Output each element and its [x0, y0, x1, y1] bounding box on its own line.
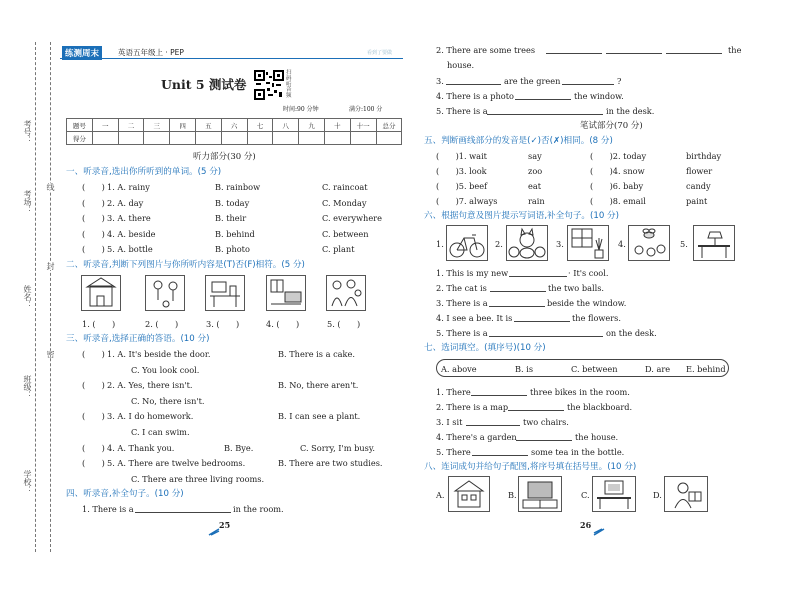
score-cell[interactable] [376, 132, 402, 145]
s7-q4-start: 4. There's a garden [436, 432, 517, 442]
s6-q5-blank[interactable] [489, 329, 603, 337]
option-a: 4. A. Thank you. [107, 443, 175, 453]
answer-paren[interactable]: ( ) [82, 182, 105, 192]
binding-line [35, 42, 36, 552]
s7-q2-end: the blackboard. [567, 402, 633, 412]
score-head: 十一 [350, 119, 376, 132]
option-a: 5. A. There are twelve bedrooms. [107, 458, 246, 468]
section-4-title: 四、听录音,补全句子。(10 分) [66, 489, 184, 499]
score-head: 九 [299, 119, 325, 132]
s6-q3-blank[interactable] [489, 299, 545, 307]
word-option: D. are [645, 364, 671, 374]
qr-caption: 扫码听音频 [286, 70, 292, 100]
s6-q2-start: 2. The cat is [436, 283, 487, 293]
s5-item[interactable]: ( )8. email [590, 196, 646, 206]
answer-paren[interactable]: ( ) [82, 380, 105, 390]
picture-4-room-icon [266, 275, 306, 311]
s7-q1-blank[interactable] [471, 388, 527, 396]
option-c: C. I can swim. [131, 427, 190, 437]
score-head: 十 [324, 119, 350, 132]
section-7-title: 七、选词填空。(填序号)(10 分) [424, 343, 546, 353]
option-a: 1. A. It's beside the door. [107, 349, 211, 359]
s5-compare-word: say [528, 151, 542, 161]
garden-house-icon [448, 476, 490, 512]
score-cell[interactable] [324, 132, 350, 145]
score-head: 八 [273, 119, 299, 132]
s6-pic-label: 3. [556, 239, 564, 249]
s5-item[interactable]: ( )5. beef [436, 181, 488, 191]
s5-compare-word: candy [686, 181, 711, 191]
s6-q4-end: the flowers. [572, 313, 621, 323]
plant-window-icon [567, 225, 609, 261]
header-bar [60, 47, 403, 59]
s8-label-a: A. [436, 490, 445, 500]
side-class: 班级： [23, 375, 32, 399]
score-cell[interactable] [92, 132, 118, 145]
answer-paren[interactable]: ( ) [82, 244, 105, 254]
s4-q3-mid: are the green [504, 76, 561, 86]
score-head: 七 [247, 119, 273, 132]
option-c: C. everywhere [322, 213, 382, 223]
option-b: B. I can see a plant. [278, 411, 361, 421]
computer-desk-icon [592, 476, 636, 512]
option-a: 2. A. Yes, there isn't. [107, 380, 193, 390]
tf-answer-3[interactable]: 3. ( ) [206, 319, 240, 329]
brand-right-note: 看到了要做 [367, 50, 393, 56]
side-school: 学校： [23, 470, 32, 494]
s5-compare-word: flower [686, 166, 713, 176]
page-leaf-icon-right [593, 521, 605, 529]
fold-mark-secret: 密 [46, 350, 55, 358]
score-head-total: 总分 [376, 119, 402, 132]
s4-q2-blank-2[interactable] [606, 46, 662, 54]
section-2-title: 二、听录音,判断下列图片与你所听内容是(T)否(F)相符。(5 分) [66, 260, 305, 270]
section-8-title: 八、连词成句并给句子配图,将序号填在括号里。(10 分) [424, 462, 637, 472]
s4-q1-blank[interactable] [135, 505, 231, 513]
s4-q4-start: 4. There is a photo [436, 91, 514, 101]
s4-q1-end: in the room. [233, 504, 284, 514]
s4-q5-blank[interactable] [487, 107, 603, 115]
s4-q2-house: house. [447, 60, 475, 70]
cat-balls-icon [506, 225, 548, 261]
score-cell[interactable] [221, 132, 247, 145]
s5-compare-word: birthday [686, 151, 722, 161]
s7-q2-start: 2. There is a map [436, 402, 509, 412]
s6-pic-label: 1. [436, 239, 444, 249]
score-cell[interactable] [170, 132, 196, 145]
s4-q2-blank-3[interactable] [666, 46, 722, 54]
s5-compare-word: zoo [528, 166, 543, 176]
fold-mark-line: 线 [46, 183, 55, 191]
s5-compare-word: rain [528, 196, 545, 206]
option-c: C. There are three living rooms. [131, 474, 265, 484]
section-3-title: 三、听录音,选择正确的答语。(10 分) [66, 334, 210, 344]
option-c: C. plant [322, 244, 355, 254]
option-a: 5. A. bottle [107, 244, 153, 254]
lamp-desk-icon [693, 225, 735, 261]
option-c: C. between [322, 229, 369, 239]
section-6-title: 六、根据句意及图片提示写词语,补全句子。(10 分) [424, 211, 619, 221]
s6-pic-label: 2. [495, 239, 503, 249]
s4-q1-start: 1. There is a [82, 504, 134, 514]
score-head: 四 [170, 119, 196, 132]
s6-pic-label: 4. [618, 239, 626, 249]
s7-q1-end: three bikes in the room. [530, 387, 630, 397]
s7-q5-end: some tea in the bottle. [531, 447, 625, 457]
option-a: 2. A. day [107, 198, 144, 208]
score-head: 五 [195, 119, 221, 132]
page-number-left: 25 [219, 520, 231, 530]
answer-paren[interactable]: ( ) [82, 229, 105, 239]
tv-cabinet-icon [518, 476, 562, 512]
option-b: B. There is a cake. [278, 349, 355, 359]
score-head-label: 题号 [67, 119, 93, 132]
option-c: C. Sorry, I'm busy. [300, 443, 375, 453]
option-c: C. raincoat [322, 182, 368, 192]
s5-item[interactable]: ( )4. snow [590, 166, 645, 176]
option-b: B. photo [215, 244, 250, 254]
s7-q5-start: 5. There [436, 447, 471, 457]
tf-answer-1[interactable]: 1. ( ) [82, 319, 116, 329]
listening-heading: 听力部分(30 分) [193, 152, 256, 162]
s8-label-c: C. [581, 490, 590, 500]
s8-label-d: D. [653, 490, 662, 500]
s4-q2-start: 2. There are some trees [436, 45, 536, 55]
score-head: 一 [92, 119, 118, 132]
s4-q3-blank-1[interactable] [446, 77, 501, 85]
s4-q3-end: ? [617, 76, 622, 86]
picture-3-desk-icon [205, 275, 245, 311]
page-number-right: 26 [580, 520, 592, 530]
section-5-title: 五、判断画线部分的发音是(✓)否(✗)相同。(8 分) [424, 136, 613, 146]
boy-reading-icon [664, 476, 708, 512]
s5-item[interactable]: ( )3. look [436, 166, 487, 176]
score-cell[interactable] [195, 132, 221, 145]
option-a: 3. A. there [107, 213, 151, 223]
s5-item[interactable]: ( )2. today [590, 151, 647, 161]
brand-logo: 练测周末 [62, 46, 102, 60]
brand-subtitle: 英语五年级上 · PEP [118, 48, 184, 57]
s4-q2-the: the [728, 45, 742, 55]
option-b: B. Bye. [224, 443, 254, 453]
s6-q5-start: 5. There is a [436, 328, 488, 338]
s6-q1-start: 1. This is my new [436, 268, 509, 278]
score-cell[interactable] [350, 132, 376, 145]
s7-q1-start: 1. There [436, 387, 471, 397]
score-cell[interactable] [118, 132, 144, 145]
s4-q5-end: in the desk. [606, 106, 655, 116]
s6-pic-label: 5. [680, 239, 688, 249]
tf-answer-4[interactable]: 4. ( ) [266, 319, 300, 329]
s7-q4-end: the house. [575, 432, 619, 442]
s6-q1-end: · It's cool. [568, 268, 609, 278]
written-heading: 笔试部分(70 分) [580, 121, 643, 131]
s6-q4-blank[interactable] [514, 314, 570, 322]
bee-flowers-icon [628, 225, 670, 261]
s6-q1-blank[interactable] [509, 269, 567, 277]
answer-paren[interactable]: ( ) [82, 443, 105, 453]
section-1-title: 一、听录音,选出你所听到的单词。(5 分) [66, 167, 222, 177]
picture-2-kids-ball-icon [145, 275, 185, 311]
s7-q5-blank[interactable] [472, 448, 528, 456]
score-cell[interactable] [273, 132, 299, 145]
score-row-label: 得分 [67, 132, 93, 145]
word-option: E. behind [686, 364, 726, 374]
score-info: 满分:100 分 [349, 106, 383, 113]
tf-answer-5[interactable]: 5. ( ) [327, 319, 361, 329]
option-b: B. rainbow [215, 182, 261, 192]
s5-item[interactable]: ( )7. always [436, 196, 498, 206]
bike-icon [446, 225, 488, 261]
s4-q2-blank-1[interactable] [546, 46, 602, 54]
option-a: 3. A. I do homework. [107, 411, 194, 421]
s6-q2-blank[interactable] [490, 284, 546, 292]
option-c: C. You look cool. [131, 365, 200, 375]
answer-paren[interactable]: ( ) [82, 349, 105, 359]
s7-q3-blank[interactable] [466, 418, 520, 426]
option-b: B. There are two studies. [278, 458, 383, 468]
s4-q5-start: 5. There is a [436, 106, 488, 116]
s5-item[interactable]: ( )1. wait [436, 151, 487, 161]
binding-line-inner [50, 42, 51, 552]
answer-paren[interactable]: ( ) [82, 458, 105, 468]
s6-q3-start: 3. There is a [436, 298, 488, 308]
option-b: B. today [215, 198, 250, 208]
s7-q3-start: 3. I sit [436, 417, 463, 427]
page-title: Unit 5 测试卷 [161, 77, 247, 92]
score-table [66, 118, 402, 145]
s4-q3-blank-2[interactable] [562, 77, 614, 85]
s6-q3-end: beside the window. [547, 298, 627, 308]
word-option: B. is [515, 364, 534, 374]
option-a: 1. A. rainy [107, 182, 150, 192]
score-head: 六 [221, 119, 247, 132]
s6-q5-end: on the desk. [606, 328, 657, 338]
score-head: 二 [118, 119, 144, 132]
score-cell[interactable] [247, 132, 273, 145]
tf-answer-2[interactable]: 2. ( ) [145, 319, 179, 329]
side-exam-no: 考号： [23, 120, 32, 144]
side-name: 姓名： [23, 285, 32, 309]
s4-q4-end: the window. [574, 91, 624, 101]
option-b: B. their [215, 213, 247, 223]
s7-q4-blank[interactable] [516, 433, 572, 441]
s6-q4-start: 4. I see a bee. It is [436, 313, 513, 323]
s4-q4-blank[interactable] [515, 92, 571, 100]
answer-paren[interactable]: ( ) [82, 411, 105, 421]
s5-item[interactable]: ( )6. baby [590, 181, 644, 191]
answer-paren[interactable]: ( ) [82, 213, 105, 223]
picture-5-family-icon [326, 275, 366, 311]
time-info: 时间:90 分钟 [283, 106, 319, 113]
side-room: 考场： [23, 190, 32, 214]
option-b: B. behind [215, 229, 255, 239]
s5-compare-word: paint [686, 196, 708, 206]
answer-paren[interactable]: ( ) [82, 198, 105, 208]
score-cell[interactable] [299, 132, 325, 145]
s4-q3-num: 3. [436, 76, 444, 86]
score-head: 三 [144, 119, 170, 132]
option-b: B. No, there aren't. [278, 380, 359, 390]
qr-code-icon[interactable] [254, 70, 284, 100]
s8-label-b: B. [508, 490, 517, 500]
option-a: 4. A. beside [107, 229, 156, 239]
option-c: C. No, there isn't. [131, 396, 205, 406]
s7-q2-blank[interactable] [508, 403, 564, 411]
s7-q3-end: two chairs. [523, 417, 569, 427]
score-cell[interactable] [144, 132, 170, 145]
word-option: C. between [571, 364, 618, 374]
s6-q2-end: the two balls. [548, 283, 605, 293]
word-option: A. above [441, 364, 477, 374]
option-c: C. Monday [322, 198, 367, 208]
s5-compare-word: eat [528, 181, 542, 191]
picture-1-house-icon [81, 275, 121, 311]
fold-mark-seal: 封 [46, 262, 55, 270]
